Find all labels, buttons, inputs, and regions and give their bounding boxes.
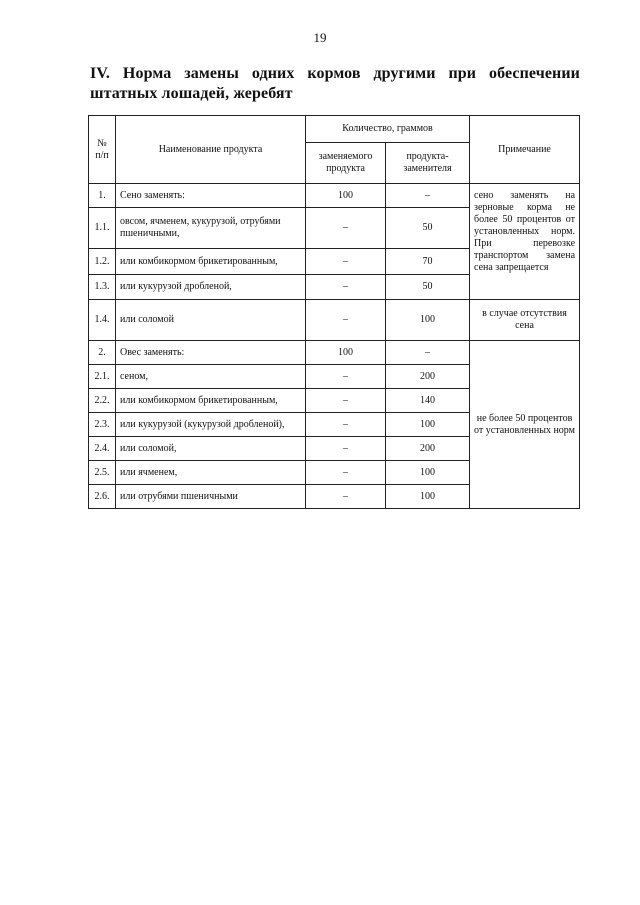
table-row [89, 300, 580, 341]
row-name: Сено заменять: [116, 184, 306, 208]
row-replaced: – [306, 300, 386, 341]
row-num: 2. [89, 341, 116, 365]
note-hay-grain: сено заменять на зерновые корма не более 50 процентов от установленных норм. При перевозке транспортом замена сена запрещается [470, 184, 580, 300]
row-replacement: 100 [386, 461, 470, 485]
row-replaced: – [306, 389, 386, 413]
row-replacement: 50 [386, 275, 470, 300]
header-name: Наименование продукта [116, 116, 306, 184]
feed-replacement-table [88, 115, 580, 509]
row-num: 1.1. [89, 208, 116, 249]
row-replacement: 200 [386, 365, 470, 389]
row-replaced: – [306, 437, 386, 461]
row-replacement: 100 [386, 300, 470, 341]
page-number: 19 [313, 30, 327, 45]
row-name: или соломой [116, 300, 306, 341]
row-replacement: – [386, 184, 470, 208]
row-replacement: 70 [386, 249, 470, 275]
header-replacement: продукта-заменителя [386, 143, 470, 184]
row-num: 2.5. [89, 461, 116, 485]
row-replaced: – [306, 249, 386, 275]
row-replaced: – [306, 275, 386, 300]
table-row [89, 341, 580, 365]
header-num: № п/п [89, 116, 116, 184]
row-num: 2.3. [89, 413, 116, 437]
row-replacement: 100 [386, 413, 470, 437]
header-replaced: заменяемого продукта [306, 143, 386, 184]
note-oats: не более 50 процентов от установленных норм [470, 341, 580, 509]
row-name: овсом, ячменем, кукурузой, отрубями пшеничными, [116, 208, 306, 249]
row-num: 2.4. [89, 437, 116, 461]
row-name: сеном, [116, 365, 306, 389]
row-name: Овес заменять: [116, 341, 306, 365]
row-num: 2.2. [89, 389, 116, 413]
row-replacement: 140 [386, 389, 470, 413]
row-replacement: 200 [386, 437, 470, 461]
row-name: или соломой, [116, 437, 306, 461]
header-quantity: Количество, граммов [306, 116, 470, 143]
row-replacement: 50 [386, 208, 470, 249]
table-row [89, 184, 580, 208]
row-name: или отрубями пшеничными [116, 485, 306, 509]
row-num: 1.2. [89, 249, 116, 275]
row-num: 1. [89, 184, 116, 208]
row-name: или комбикормом брикетированным, [116, 389, 306, 413]
row-replacement: 100 [386, 485, 470, 509]
row-replaced: – [306, 485, 386, 509]
row-num: 1.3. [89, 275, 116, 300]
row-name: или ячменем, [116, 461, 306, 485]
table-header-row [89, 116, 580, 143]
row-replaced: 100 [306, 184, 386, 208]
row-num: 1.4. [89, 300, 116, 341]
row-name: или комбикормом брикетированным, [116, 249, 306, 275]
row-replaced: – [306, 413, 386, 437]
note-no-hay: в случае отсутствия сена [470, 300, 580, 341]
row-replacement: – [386, 341, 470, 365]
row-replaced: – [306, 461, 386, 485]
row-replaced: – [306, 365, 386, 389]
row-num: 2.1. [89, 365, 116, 389]
row-name: или кукурузой (кукурузой дробленой), [116, 413, 306, 437]
header-note: Примечание [470, 116, 580, 184]
row-replaced: – [306, 208, 386, 249]
row-name: или кукурузой дробленой, [116, 275, 306, 300]
row-num: 2.6. [89, 485, 116, 509]
section-title: IV. Норма замены одних кормов другими при обеспечении штатных лошадей, жеребят [90, 65, 580, 102]
row-replaced: 100 [306, 341, 386, 365]
